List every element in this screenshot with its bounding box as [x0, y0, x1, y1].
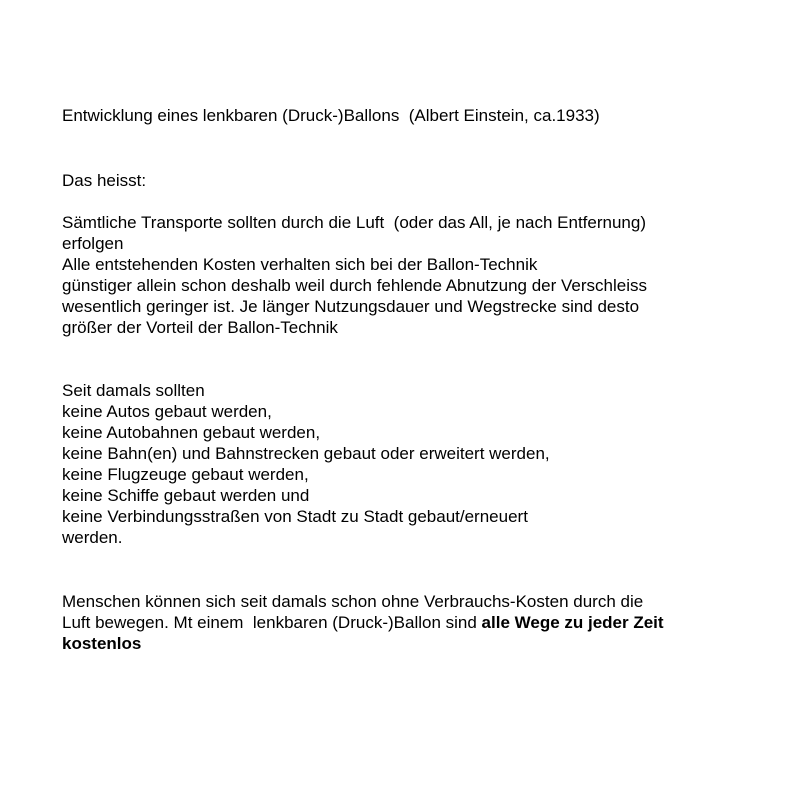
closing-text-bold: alle Wege zu jeder Zeit: [481, 613, 664, 632]
list-line: keine Flugzeuge gebaut werden,: [62, 465, 309, 484]
reason-line: wesentlich geringer ist. Je länger Nutzungsdauer und Wegstrecke sind desto: [62, 297, 640, 316]
list-paragraph: [62, 380, 742, 548]
list-line: Seit damals sollten: [62, 381, 205, 400]
intro-block: [62, 170, 742, 191]
reason-line: erfolgen: [62, 234, 124, 253]
title-block: [62, 105, 742, 126]
list-line: werden.: [62, 528, 123, 547]
list-line: keine Verbindungsstraßen von Stadt zu Stadt gebaut/erneuert: [62, 507, 528, 526]
reason-line: größer der Vorteil der Ballon-Technik: [62, 318, 338, 337]
list-line: keine Autobahnen gebaut werden,: [62, 423, 321, 442]
reason-line: Alle entstehenden Kosten verhalten sich bei der Ballon-Technik: [62, 255, 538, 274]
list-line: keine Autos gebaut werden,: [62, 402, 272, 421]
reason-line: günstiger allein schon deshalb weil durch fehlende Abnutzung der Verschleiss: [62, 276, 647, 295]
closing-line: [62, 612, 742, 633]
closing-text-normal: Luft bewegen. Mt einem lenkbaren (Druck-)Ballon sind: [62, 613, 482, 632]
reason-line: Sämtliche Transporte sollten durch die Luft (oder das All, je nach Entfernung): [62, 213, 646, 232]
list-line: keine Bahn(en) und Bahnstrecken gebaut oder erweitert werden,: [62, 444, 550, 463]
closing-line-bold: kostenlos: [62, 634, 142, 653]
reason-paragraph: [62, 212, 742, 338]
intro-text: Das heisst:: [62, 171, 147, 190]
document-title: Entwicklung eines lenkbaren (Druck-)Ballons (Albert Einstein, ca.1933): [62, 106, 600, 125]
closing-paragraph: [62, 591, 742, 654]
closing-line: Menschen können sich seit damals schon ohne Verbrauchs-Kosten durch die: [62, 592, 644, 611]
list-line: keine Schiffe gebaut werden und: [62, 486, 310, 505]
